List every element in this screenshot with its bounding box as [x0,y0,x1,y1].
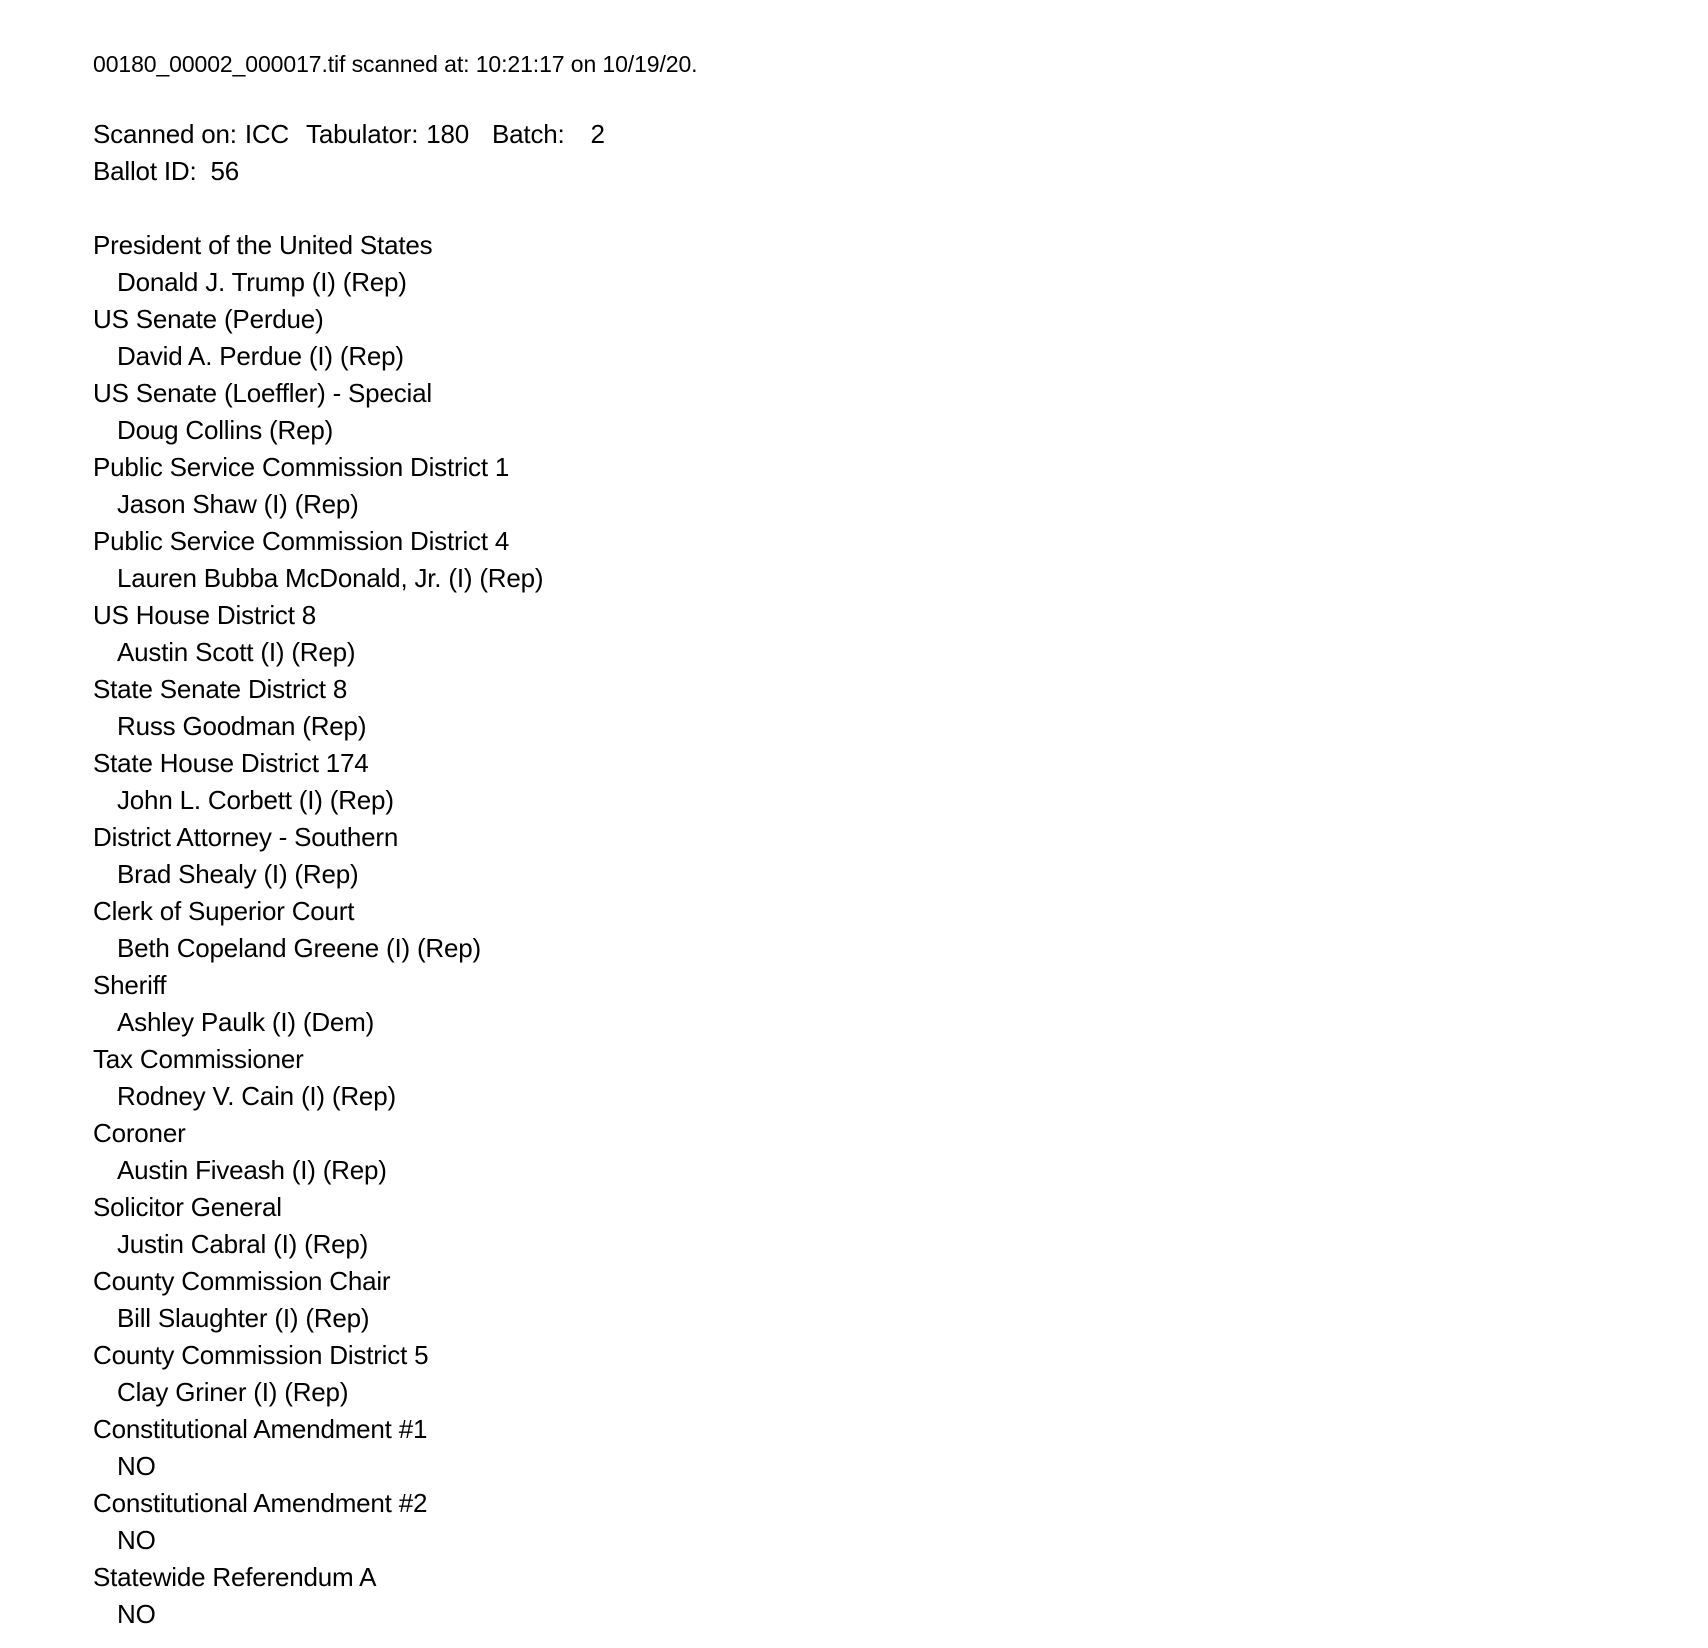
contest-office: County Commission District 5 [93,1340,429,1370]
contest-row [93,671,1668,745]
contest-selection: NO [117,1451,156,1481]
contest-office: State House District 174 [93,748,369,778]
tabulator-value: 180 [426,119,469,149]
contest-row [93,227,1668,301]
contest-selection: Clay Griner (I) (Rep) [117,1377,349,1407]
contest-office: US Senate (Perdue) [93,304,324,334]
contest-office: County Commission Chair [93,1266,391,1296]
contest-selection: Brad Shealy (I) (Rep) [117,859,359,889]
contest-selection: John L. Corbett (I) (Rep) [117,785,394,815]
scanned-on-value: ICC [244,119,289,149]
contest-row [93,1041,1668,1115]
contest-selection: Russ Goodman (Rep) [117,711,367,741]
contest-office: Coroner [93,1118,186,1148]
contest-selection: NO [117,1599,156,1629]
contest-row [93,301,1668,375]
contest-office: Tax Commissioner [93,1044,304,1074]
contest-row [93,597,1668,671]
contest-selection: David A. Perdue (I) (Rep) [117,341,404,371]
contest-office: Public Service Commission District 1 [93,452,510,482]
contest-row [93,1263,1668,1337]
tabulator-label: Tabulator: [306,119,419,149]
contest-selection: Jason Shaw (I) (Rep) [117,489,359,519]
contest-selection: Rodney V. Cain (I) (Rep) [117,1081,396,1111]
contest-row [93,967,1668,1041]
contest-selection: Ashley Paulk (I) (Dem) [117,1007,375,1037]
contest-row [93,523,1668,597]
ballot-id-value: 56 [210,156,240,186]
scanned-on-pair [93,116,289,153]
contest-selection: Lauren Bubba McDonald, Jr. (I) (Rep) [117,563,544,593]
contest-office: Solicitor General [93,1192,282,1222]
contest-office: District Attorney - Southern [93,822,399,852]
contest-office: Clerk of Superior Court [93,896,355,926]
contest-office: Public Service Commission District 4 [93,526,510,556]
contest-row [93,745,1668,819]
contest-selection: Doug Collins (Rep) [117,415,334,445]
contest-selection: Austin Fiveash (I) (Rep) [117,1155,387,1185]
filename-scan-line: 00180_00002_000017.tif scanned at: 10:21:17 on 10/19/20. [93,51,698,77]
contest-selection: Justin Cabral (I) (Rep) [117,1229,369,1259]
contest-office: Constitutional Amendment #2 [93,1488,428,1518]
contest-selection: NO [117,1525,156,1555]
contest-row [93,375,1668,449]
ballot-id-label: Ballot ID: [93,156,197,186]
contest-row [93,893,1668,967]
contest-office: President of the United States [93,230,433,260]
contest-list [93,227,1668,1633]
contest-office: US House District 8 [93,600,317,630]
contest-selection: Bill Slaughter (I) (Rep) [117,1303,370,1333]
contest-row [93,1559,1668,1633]
contest-office: Statewide Referendum A [93,1562,377,1592]
contest-row [93,1411,1668,1485]
batch-value: 2 [590,119,605,149]
scan-info-line [93,116,1668,153]
contest-row [93,1115,1668,1189]
contest-office: State Senate District 8 [93,674,348,704]
ballot-id-line [93,153,1668,190]
contest-row [93,819,1668,893]
contest-office: Constitutional Amendment #1 [93,1414,428,1444]
contest-office: US Senate (Loeffler) - Special [93,378,432,408]
contest-row [93,1337,1668,1411]
contest-row [93,1485,1668,1559]
contest-row [93,1189,1668,1263]
contest-selection: Donald J. Trump (I) (Rep) [117,267,407,297]
tabulator-pair [306,116,469,153]
batch-label: Batch: [492,119,565,149]
contest-selection: Beth Copeland Greene (I) (Rep) [117,933,481,963]
contest-office: Sheriff [93,970,167,1000]
contest-selection: Austin Scott (I) (Rep) [117,637,356,667]
contest-row [93,449,1668,523]
batch-pair [492,116,605,153]
scanned-on-label: Scanned on: [93,119,237,149]
